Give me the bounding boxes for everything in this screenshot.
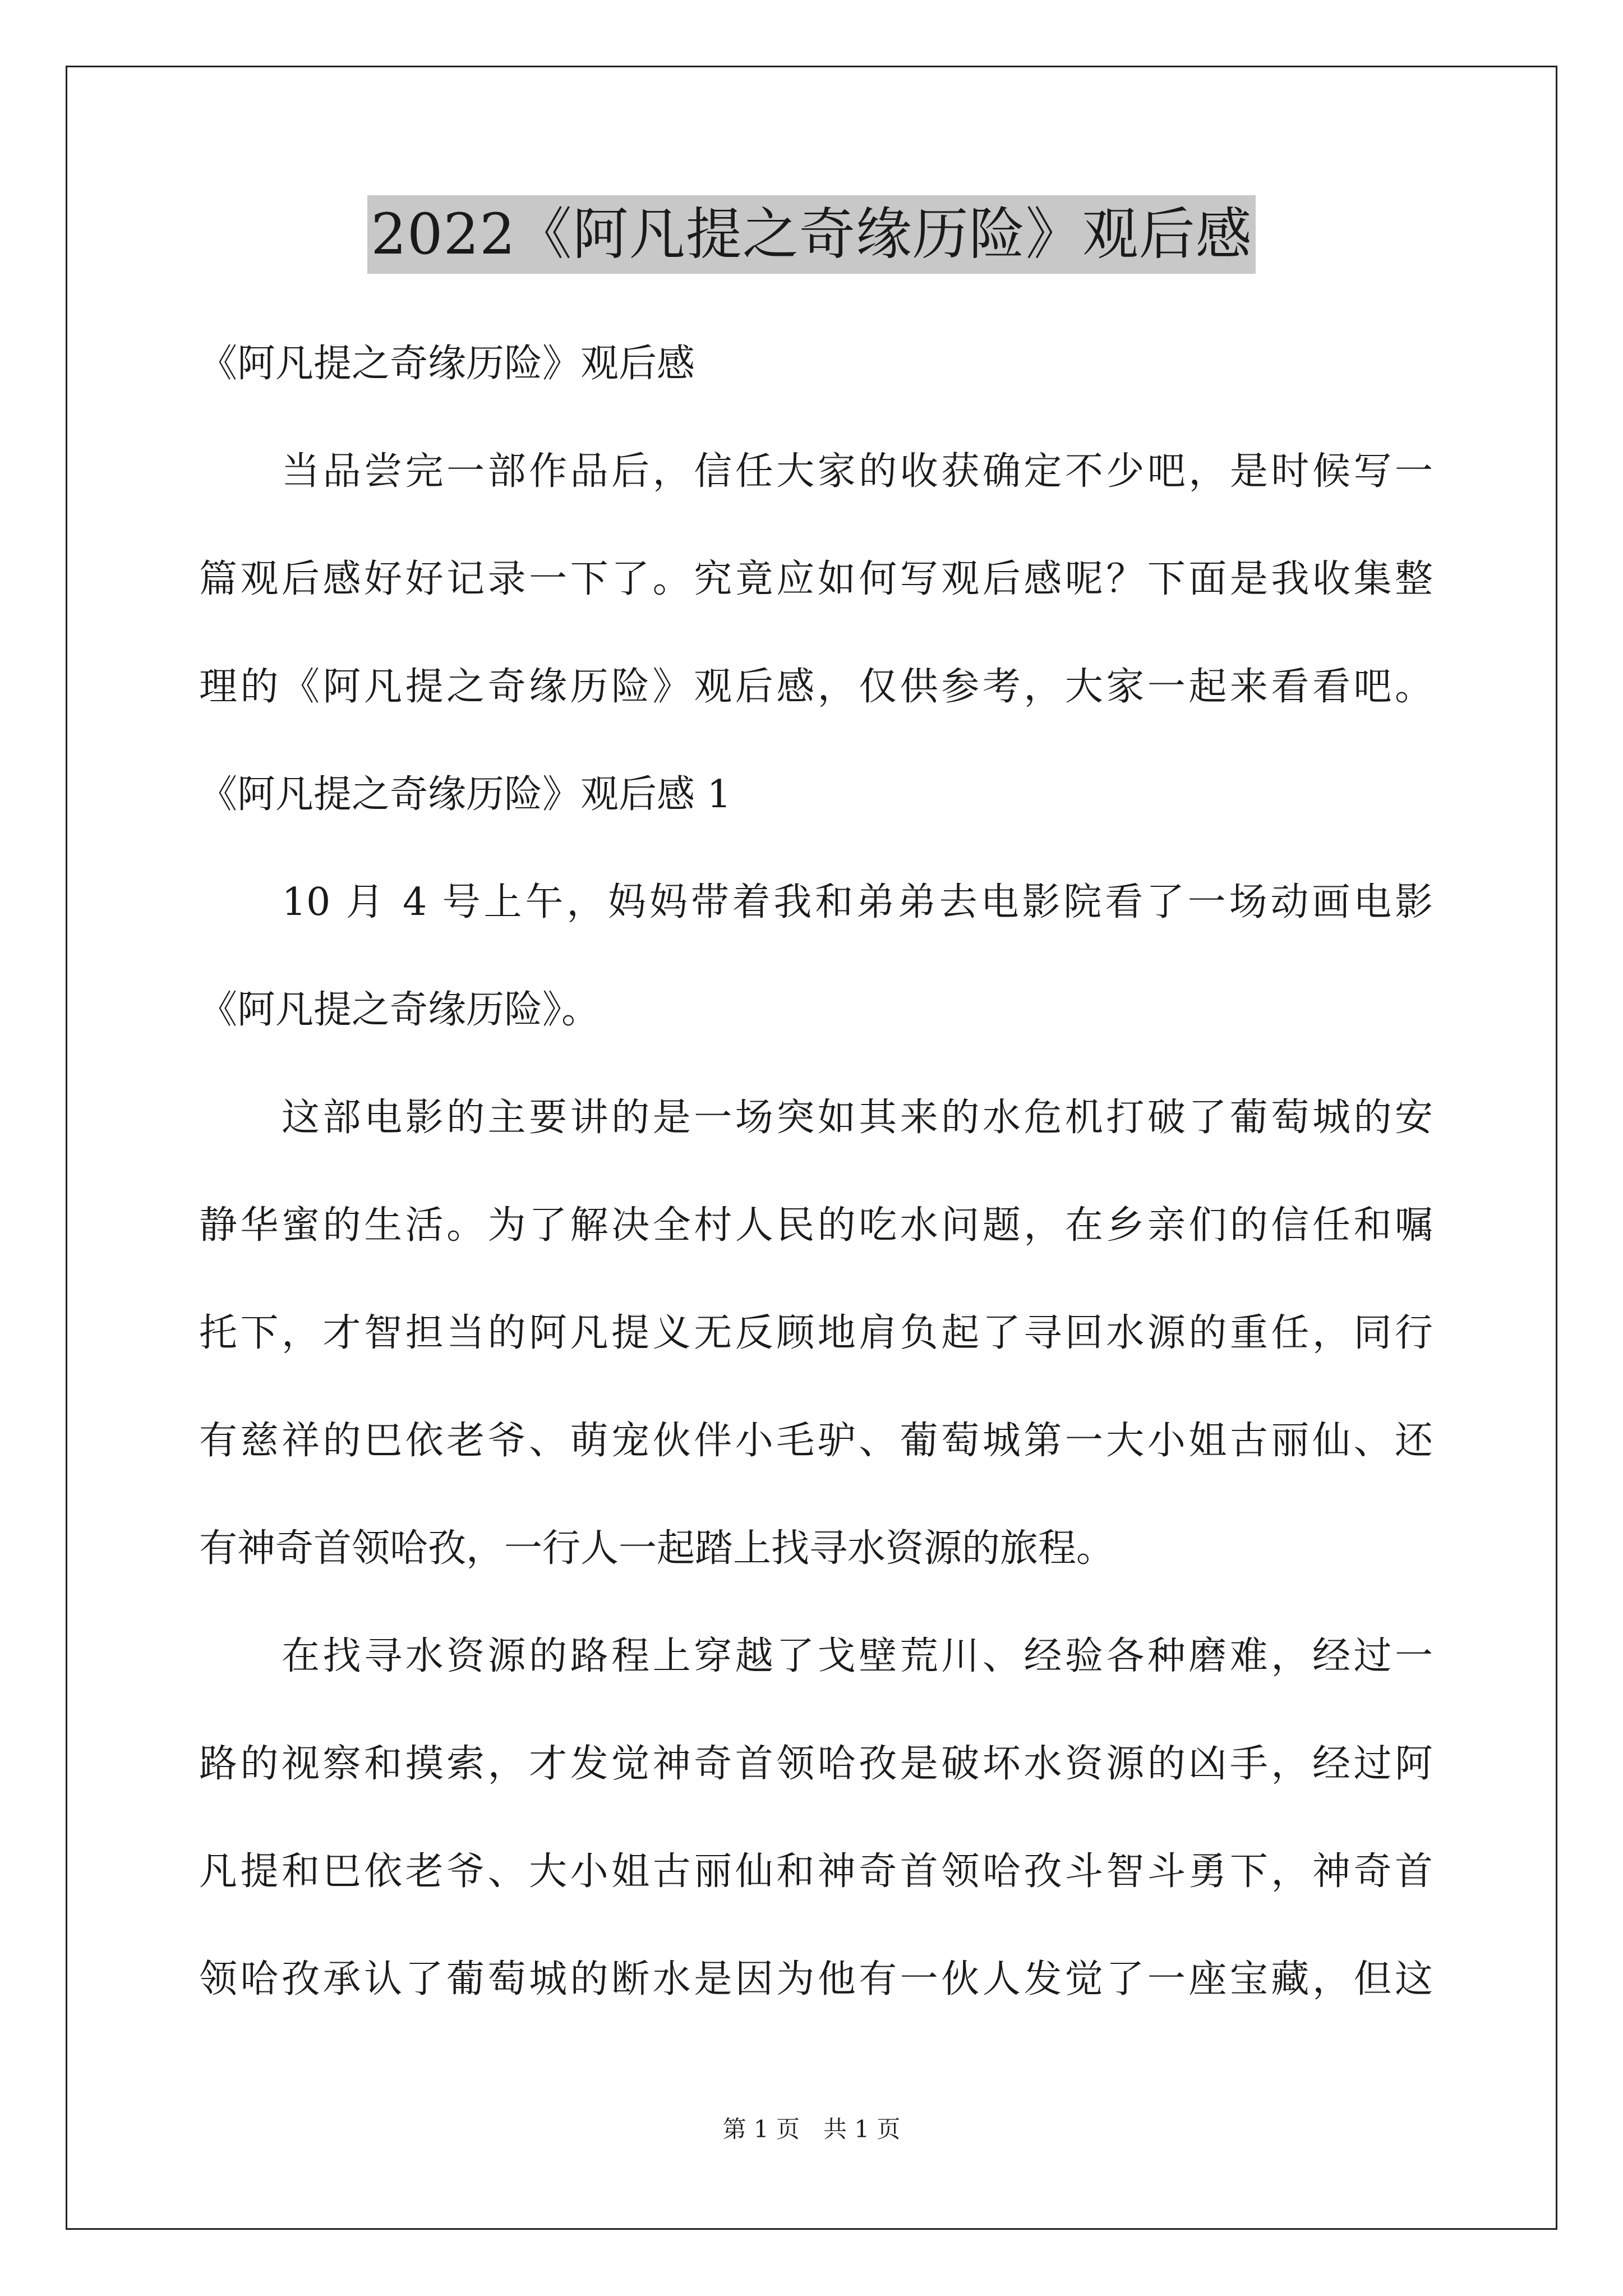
title-container: [0, 195, 1623, 274]
body-line: 有神奇首领哈孜，一行人一起踏上找寻水资源的旅程。: [199, 1526, 1115, 1571]
body-line: 静华蜜的生活。为了解决全村人民的吃水问题，在乡亲们的信任和嘱: [199, 1203, 1433, 1248]
body-line: 10 月 4 号上午，妈妈带着我和弟弟去电影院看了一场动画电影: [199, 880, 1433, 924]
document-title: 2022《阿凡提之奇缘历险》观后感: [367, 195, 1256, 274]
body-line: 当品尝完一部作品后，信任大家的收获确定不少吧，是时候写一: [199, 449, 1433, 494]
body-line: 篇观后感好好记录一下了。究竟应如何写观后感呢？下面是我收集整: [199, 557, 1433, 601]
body-line: 这部电影的主要讲的是一场突如其来的水危机打破了葡萄城的安: [199, 1096, 1433, 1140]
body-line: 《阿凡提之奇缘历险》。: [199, 988, 600, 1032]
body-line: 在找寻水资源的路程上穿越了戈壁荒川、经验各种磨难，经过一: [199, 1634, 1433, 1678]
body-line: 路的视察和摸索，才发觉神奇首领哈孜是破坏水资源的凶手，经过阿: [199, 1742, 1433, 1786]
page-footer: 第 1 页 共 1 页: [722, 2115, 901, 2143]
body-line: 托下，才智担当的阿凡提义无反顾地肩负起了寻回水源的重任，同行: [199, 1311, 1433, 1355]
body-line: 有慈祥的巴依老爷、萌宠伙伴小毛驴、葡萄城第一大小姐古丽仙、还: [199, 1419, 1433, 1463]
body-line: 《阿凡提之奇缘历险》观后感: [199, 342, 695, 386]
body-line: 理的《阿凡提之奇缘历险》观后感，仅供参考，大家一起来看看吧。: [199, 665, 1433, 709]
section-heading: 《阿凡提之奇缘历险》观后感 1: [199, 772, 731, 817]
body-line: 凡提和巴依老爷、大小姐古丽仙和神奇首领哈孜斗智斗勇下，神奇首: [199, 1849, 1433, 1894]
body-line: 领哈孜承认了葡萄城的断水是因为他有一伙人发觉了一座宝藏，但这: [199, 1957, 1433, 2001]
page-border: [66, 66, 1557, 2230]
